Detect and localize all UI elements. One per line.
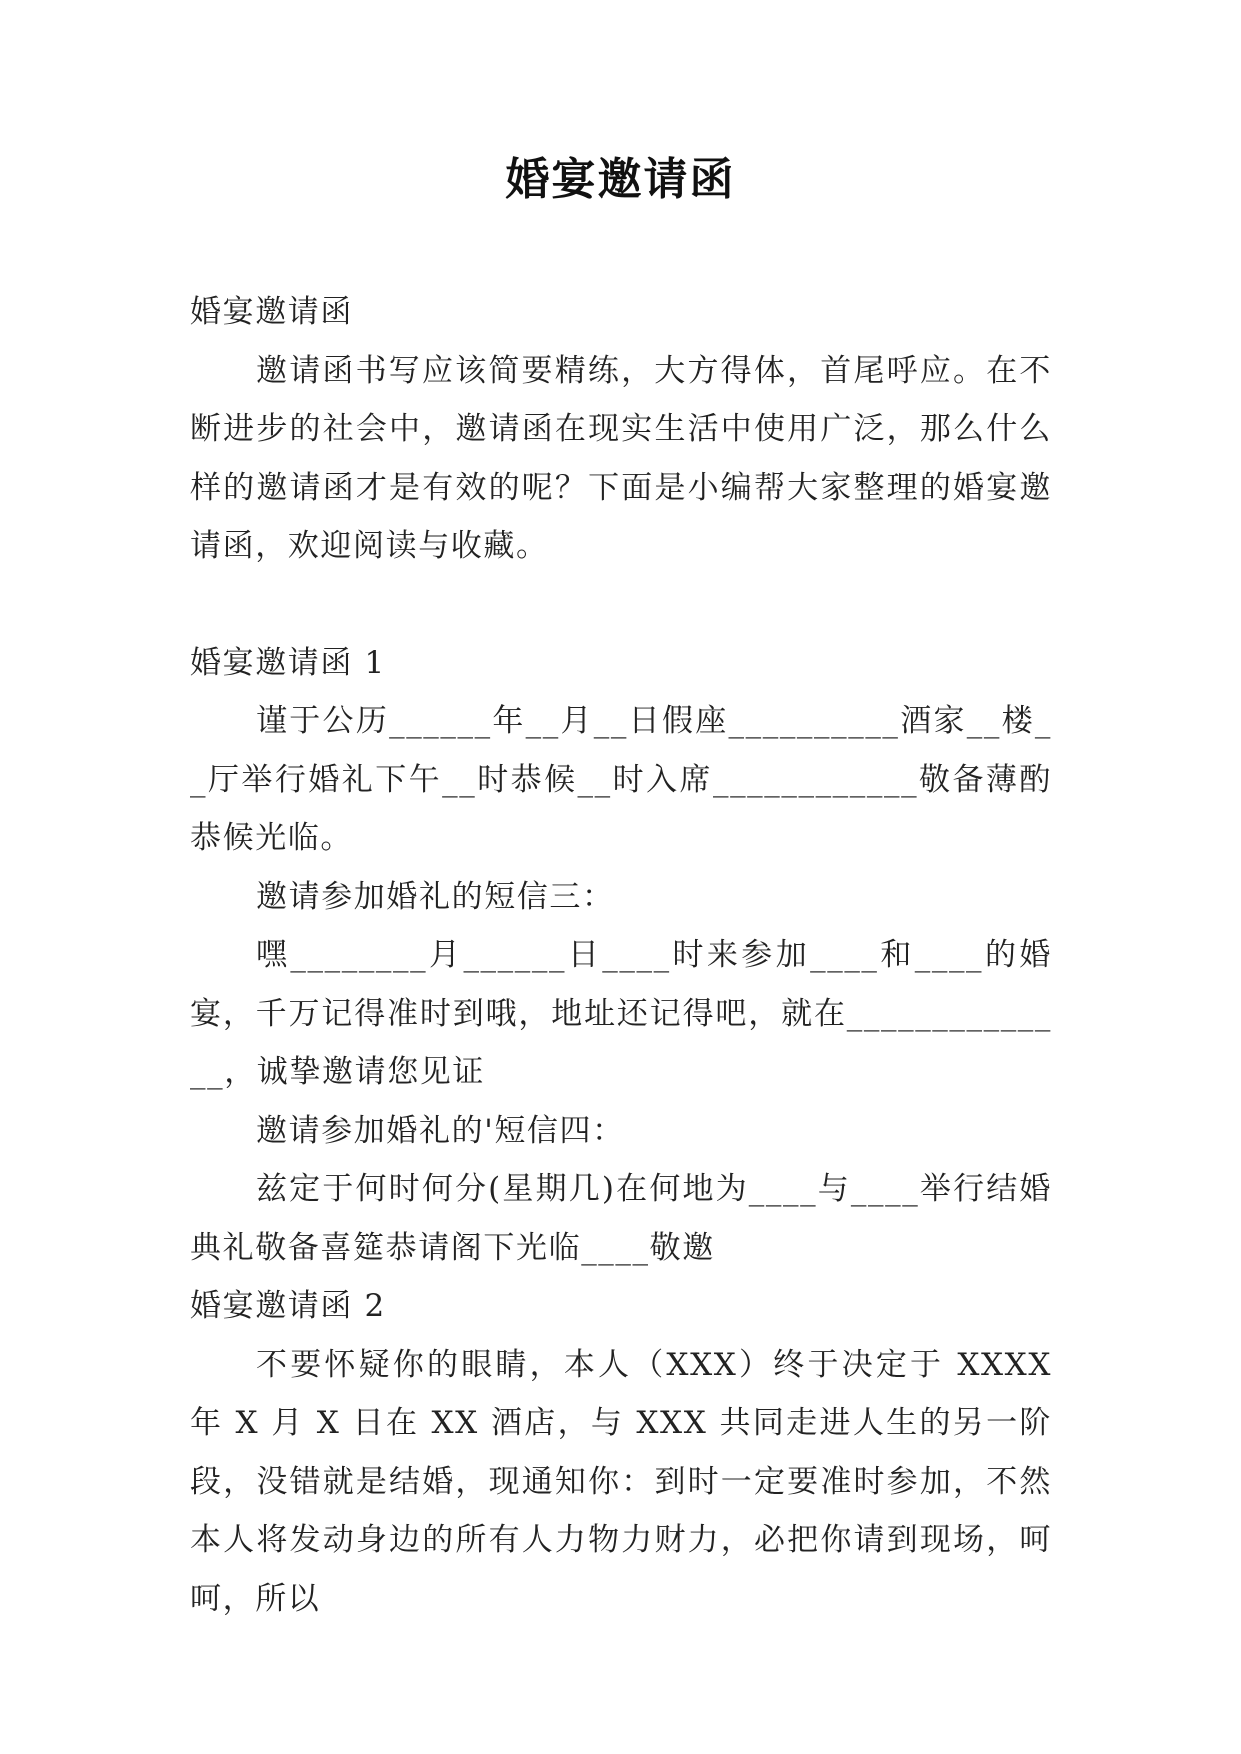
- invitation-2-paragraph: 不要怀疑你的眼睛，本人（XXX）终于决定于 XXXX 年 X 月 X 日在 XX 酒店，与 XXX 共同走进人生的另一阶段，没错就是结婚，现通知你：到时一定要准时参加，不然本人将发动身边的所有人力物力财力，必把你请到现场，呵呵，所以: [190, 1346, 1052, 1617]
- section-heading-1: 婚宴邀请函 1: [190, 644, 386, 681]
- document-title: 婚宴邀请函: [505, 154, 736, 205]
- sms-text-4: 兹定于何时何分(星期几)在何地为____与____举行结婚典礼敬备喜筵恭请阁下光临____敬邀: [190, 1171, 1052, 1266]
- document-body: [190, 283, 1052, 1628]
- section-heading-2: 婚宴邀请函 2: [190, 1288, 386, 1324]
- sms-text-3: 嘿________月______日____时来参加____和____的婚宴，千万记得准时到哦，地址还记得吧，就在______________，诚挚邀请您见证: [190, 937, 1052, 1090]
- intro-paragraph: 邀请函书写应该简要精练，大方得体，首尾呼应。在不断进步的社会中，邀请函在现实生活中使用广泛，那么什么样的邀请函才是有效的呢？下面是小编帮大家整理的婚宴邀请函，欢迎阅读与收藏。: [190, 352, 1052, 564]
- section-heading-intro: 婚宴邀请函: [190, 294, 353, 330]
- sms-heading-3: 邀请参加婚礼的短信三：: [256, 878, 615, 915]
- sms-heading-4: 邀请参加婚礼的'短信四：: [256, 1112, 625, 1149]
- invitation-template-paragraph: 谨于公历______年__月__日假座__________酒家__楼__厅举行婚礼下午__时恭候__时入席____________敬备薄酌恭候光临。: [190, 703, 1052, 856]
